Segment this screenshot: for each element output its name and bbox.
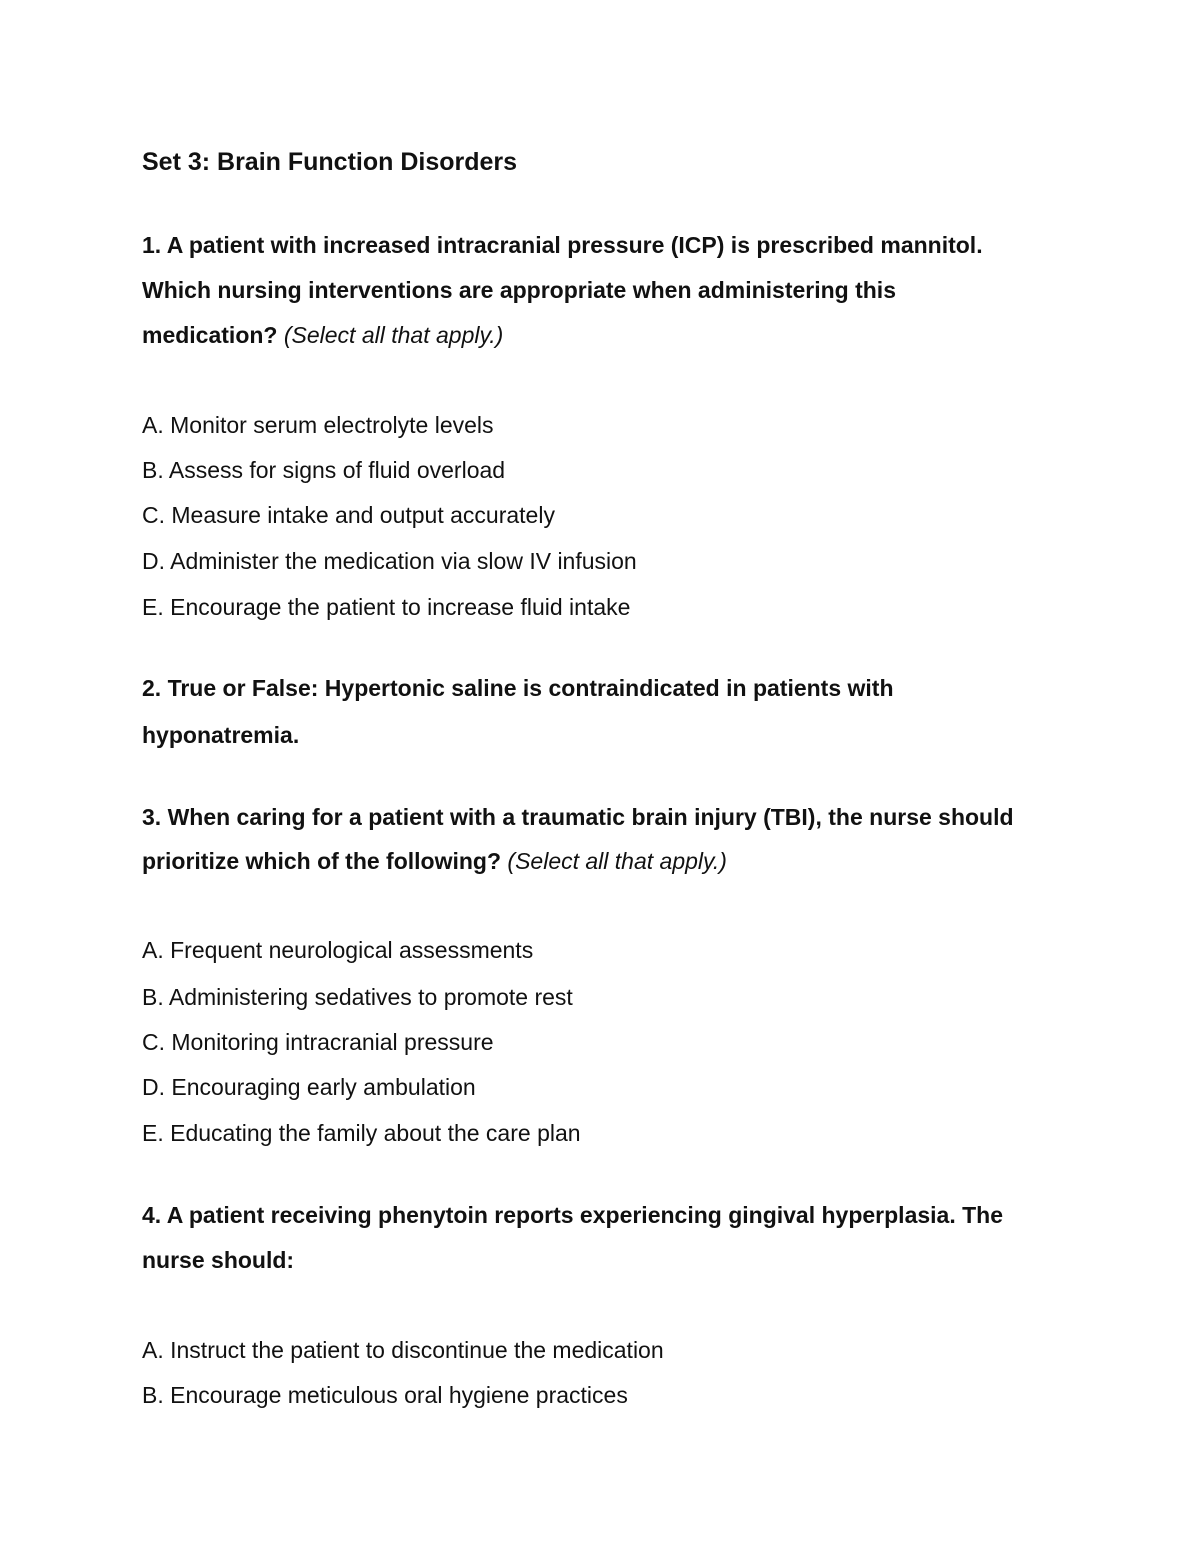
question-3-option-b: B. Administering sedatives to promote rest xyxy=(142,984,573,1010)
question-1-option-c: C. Measure intake and output accurately xyxy=(142,502,555,528)
question-2-line-1: 2. True or False: Hypertonic saline is contraindicated in patients with xyxy=(142,675,894,701)
question-3-line-2-text: prioritize which of the following? xyxy=(142,848,502,874)
question-1-line-3-text: medication? xyxy=(142,322,278,348)
question-4-option-b: B. Encourage meticulous oral hygiene practices xyxy=(142,1382,628,1408)
question-3-option-e: E. Educating the family about the care plan xyxy=(142,1120,581,1146)
question-4-line-1: 4. A patient receiving phenytoin reports experiencing gingival hyperplasia. The xyxy=(142,1202,1004,1228)
question-3-option-c: C. Monitoring intracranial pressure xyxy=(142,1029,494,1055)
question-3-instruction: (Select all that apply.) xyxy=(507,848,727,874)
question-4-option-a: A. Instruct the patient to discontinue the medication xyxy=(142,1337,664,1363)
question-1-option-b: B. Assess for signs of fluid overload xyxy=(142,457,506,483)
question-1-instruction: (Select all that apply.) xyxy=(283,322,504,348)
question-2-line-2: hyponatremia. xyxy=(142,722,300,748)
question-3-line-1: 3. When caring for a patient with a traumatic brain injury (TBI), the nurse should xyxy=(142,804,1014,830)
question-3-option-a: A. Frequent neurological assessments xyxy=(142,937,534,963)
question-3-option-d: D. Encouraging early ambulation xyxy=(142,1074,476,1100)
question-1-option-e: E. Encourage the patient to increase fluid intake xyxy=(142,594,631,620)
question-1-option-d: D. Administer the medication via slow IV infusion xyxy=(142,548,637,574)
question-1-line-1: 1. A patient with increased intracranial pressure (ICP) is prescribed mannitol. xyxy=(142,232,983,258)
question-4-line-2: nurse should: xyxy=(142,1247,295,1273)
document-title: Set 3: Brain Function Disorders xyxy=(142,148,518,176)
question-1-line-2: Which nursing interventions are appropriate when administering this xyxy=(142,277,896,303)
question-1-option-a: A. Monitor serum electrolyte levels xyxy=(142,412,494,438)
question-1-line-3 xyxy=(142,319,503,351)
question-3-line-2 xyxy=(142,845,727,877)
